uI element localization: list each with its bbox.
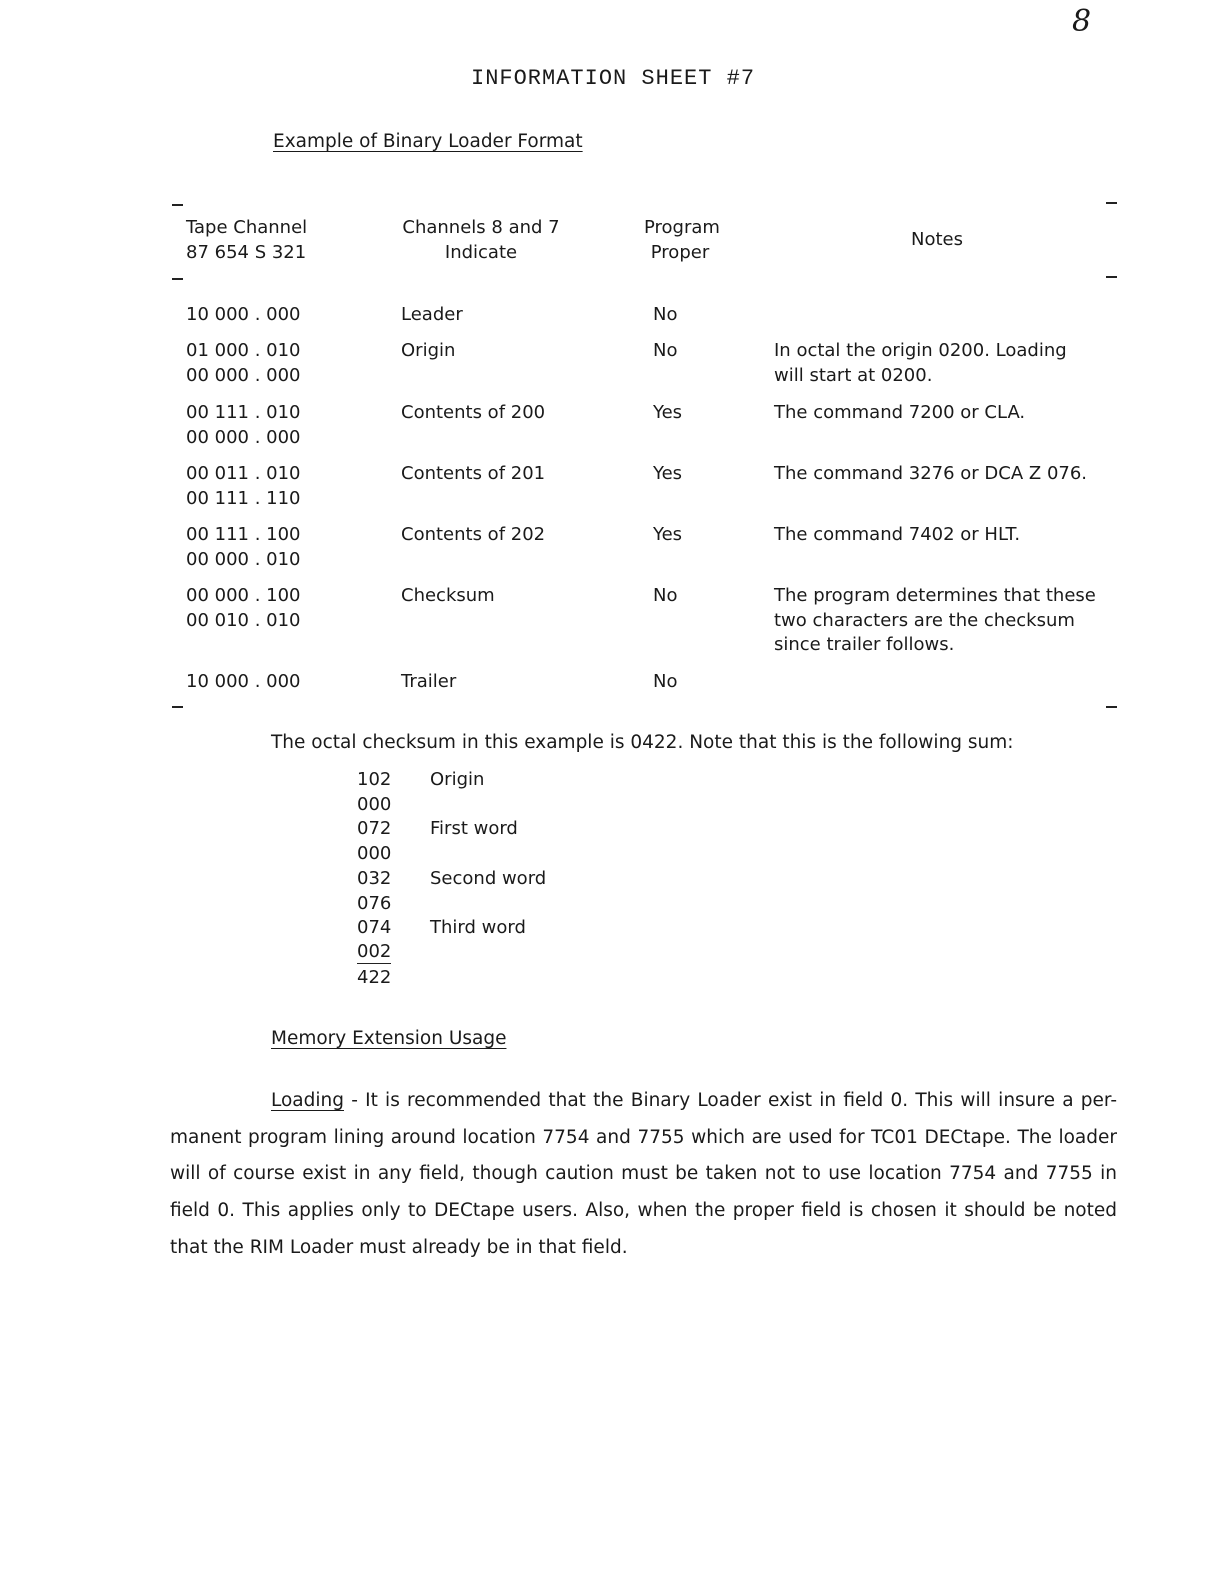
notes-cell xyxy=(774,523,1020,548)
paragraph-line: will of course exist in any field, though caution must be taken not to use location 7754 and 7755 in xyxy=(170,1163,1117,1185)
tape-channel-cell-line: 00 111 . 110 xyxy=(186,487,301,509)
notes-cell-line: two characters are the checksum xyxy=(774,609,1075,631)
tape-channel-cell-line: 00 000 . 010 xyxy=(186,548,301,570)
header-notes: Notes xyxy=(911,229,963,250)
sum-label: First word xyxy=(430,818,518,840)
tape-channel-cell-line: 00 011 . 010 xyxy=(186,463,301,484)
rule-mark xyxy=(1106,202,1117,204)
sum-value: 074 xyxy=(357,917,392,939)
tape-channel-cell-line: 00 111 . 010 xyxy=(186,402,301,423)
rule-mark xyxy=(172,278,183,280)
tape-channel-cell xyxy=(186,339,301,388)
page-number: 8 xyxy=(1072,4,1092,39)
notes-cell-line: The command 7200 or CLA. xyxy=(774,402,1026,423)
indicate-cell: Contents of 202 xyxy=(401,524,546,545)
program-proper-cell: No xyxy=(653,671,678,692)
sum-value: 072 xyxy=(357,818,392,840)
program-proper-cell: No xyxy=(653,340,678,361)
tape-channel-cell xyxy=(186,584,301,633)
sum-label: Second word xyxy=(430,867,547,889)
tape-channel-cell xyxy=(186,523,301,572)
notes-cell-line: since trailer follows. xyxy=(774,634,955,655)
program-proper-cell: Yes xyxy=(653,524,683,545)
checksum-sentence: The octal checksum in this example is 0422. Note that this is the following sum: xyxy=(271,732,1014,753)
tape-channel-cell-line: 00 010 . 010 xyxy=(186,609,301,631)
tape-channel-cell-line: 00 000 . 000 xyxy=(186,364,301,386)
page-title: INFORMATION SHEET #7 xyxy=(471,66,756,91)
indicate-cell: Checksum xyxy=(401,585,495,606)
loading-paragraph xyxy=(170,1083,1117,1266)
paragraph-line: - It is recommended that the Binary Loader exist in field 0. This will insure a per- xyxy=(344,1090,1117,1111)
header-line: 87 654 S 321 xyxy=(186,241,307,263)
sum-value: 000 xyxy=(357,843,392,865)
indicate-cell: Contents of 201 xyxy=(401,463,546,484)
sum-label: Third word xyxy=(430,917,526,939)
notes-cell-line: The command 7402 or HLT. xyxy=(774,524,1021,545)
sum-value: 102 xyxy=(357,769,392,790)
notes-cell xyxy=(774,339,1067,388)
paragraph-line: that the RIM Loader must already be in that field. xyxy=(170,1236,628,1258)
indicate-cell: Origin xyxy=(401,340,456,361)
header-line: Indicate xyxy=(444,241,518,263)
header-program-proper xyxy=(644,216,720,265)
notes-cell-line: will start at 0200. xyxy=(774,364,933,386)
indicate-cell: Leader xyxy=(401,304,463,325)
tape-channel-cell-line: 01 000 . 010 xyxy=(186,340,301,361)
tape-channel-cell-line: 00 000 . 000 xyxy=(186,426,301,448)
indicate-cell: Contents of 200 xyxy=(401,402,546,423)
sum-value: 000 xyxy=(357,793,392,815)
rule-mark xyxy=(1106,706,1117,708)
tape-channel-cell xyxy=(186,462,301,511)
sum-value: 076 xyxy=(357,892,392,914)
sum-value: 032 xyxy=(357,867,392,889)
tape-channel-cell-line: 00 000 . 100 xyxy=(186,585,301,606)
program-proper-cell: No xyxy=(653,304,678,325)
tape-channel-cell-line: 10 000 . 000 xyxy=(186,671,301,692)
tape-channel-cell xyxy=(186,670,301,695)
tape-channel-cell xyxy=(186,303,301,328)
notes-cell-line: The command 3276 or DCA Z 076. xyxy=(774,463,1088,484)
notes-cell xyxy=(774,462,1087,487)
loading-lead: Loading xyxy=(271,1090,344,1111)
notes-cell-line: In octal the origin 0200. Loading xyxy=(774,340,1067,361)
rule-mark xyxy=(172,706,183,708)
indicate-cell: Trailer xyxy=(401,671,457,692)
program-proper-cell: Yes xyxy=(653,402,683,423)
rule-mark xyxy=(1106,276,1117,278)
sum-value: 422 xyxy=(357,966,392,988)
header-line: Tape Channel xyxy=(186,217,308,238)
paragraph-line: field 0. This applies only to DECtape users. Also, when the proper field is chosen it should be noted xyxy=(170,1200,1117,1222)
program-proper-cell: No xyxy=(653,585,678,606)
section-heading-binary-loader: Example of Binary Loader Format xyxy=(273,131,583,152)
notes-cell xyxy=(774,401,1025,426)
tape-channel-cell-line: 10 000 . 000 xyxy=(186,304,301,325)
tape-channel-cell xyxy=(186,401,301,450)
sum-label: Origin xyxy=(430,769,485,790)
header-channels-indicate xyxy=(401,216,561,265)
header-tape-channel xyxy=(186,216,307,265)
section-heading-memory-extension: Memory Extension Usage xyxy=(271,1028,507,1049)
header-line: Program xyxy=(644,217,720,238)
paragraph-line: manent program lining around location 7754 and 7755 which are used for TC01 DECtape. The loader xyxy=(170,1126,1117,1148)
tape-channel-cell-line: 00 111 . 100 xyxy=(186,524,301,545)
program-proper-cell: Yes xyxy=(653,463,683,484)
rule-mark xyxy=(172,204,183,206)
header-line: Channels 8 and 7 xyxy=(402,217,560,238)
header-line: Proper xyxy=(650,241,710,263)
notes-cell xyxy=(774,584,1096,658)
notes-cell-line: The program determines that these xyxy=(774,585,1096,606)
sum-value: 002 xyxy=(357,940,392,962)
